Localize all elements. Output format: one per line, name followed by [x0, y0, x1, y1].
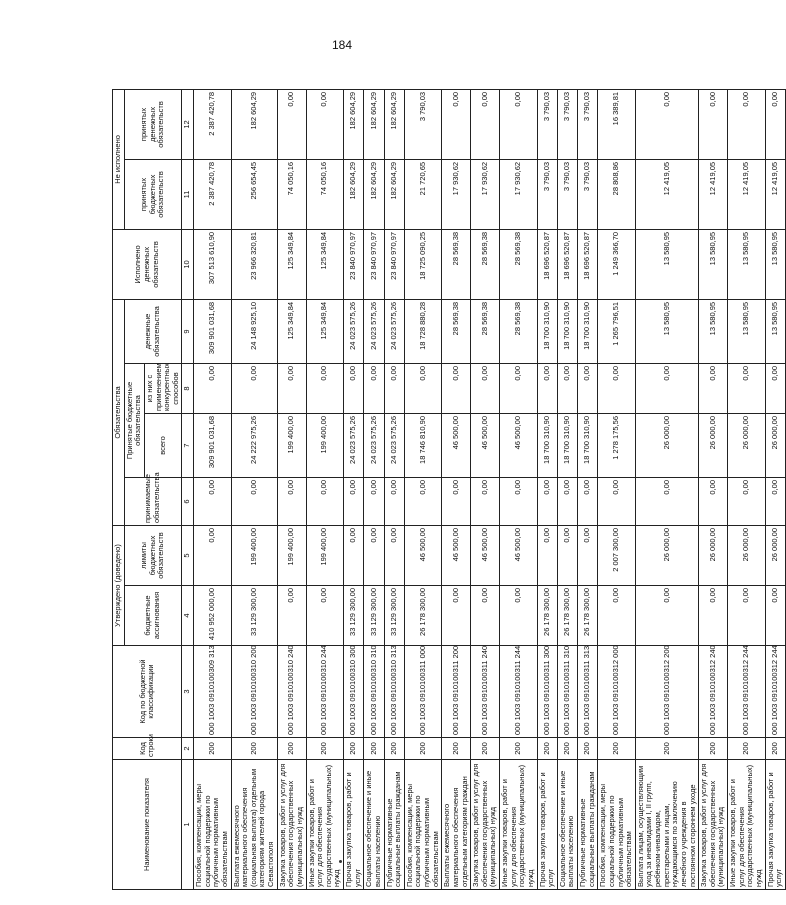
row-limits: 199 400,00: [306, 526, 344, 586]
row-budget-assign: 33 129 300,00: [364, 586, 384, 646]
row-monetary: 1 265 796,51: [598, 299, 636, 363]
col-index: 10: [182, 229, 194, 299]
row-kbk: 000 1003 0910100310 240: [277, 646, 306, 738]
row-budget-assign: 0,00: [635, 586, 698, 646]
row-not-exec-budget: 2 387 420,78: [194, 159, 232, 229]
row-accepted-total: 26 000,00: [765, 414, 785, 478]
row-executed: 1 249 366,70: [598, 229, 636, 299]
row-not-exec-budget: 28 808,86: [598, 159, 636, 229]
row-competitive: 0,00: [557, 364, 577, 414]
header-not-exec-budget: принятых бюджетных обязательств: [124, 159, 182, 229]
row-limits: 46 500,00: [500, 526, 538, 586]
row-competitive: 0,00: [500, 364, 538, 414]
row-not-exec-monetary: 16 389,81: [598, 89, 636, 159]
row-accepted-total: 46 500,00: [471, 414, 500, 478]
row-accepted-obl: 0,00: [231, 478, 277, 526]
row-budget-assign: 0,00: [765, 586, 785, 646]
col-index: 3: [182, 646, 194, 738]
header-approved: Утверждено (доведено): [113, 526, 125, 646]
row-executed: 307 513 610,90: [194, 229, 232, 299]
row-code: 200: [306, 738, 344, 760]
row-not-exec-monetary: 182 604,29: [384, 89, 404, 159]
row-code: 200: [442, 738, 471, 760]
row-kbk: 000 1003 0910100311 244: [500, 646, 538, 738]
row-kbk: 000 1003 0910100310 313: [384, 646, 404, 738]
row-limits: 2 007 300,00: [598, 526, 636, 586]
row-limits: 0,00: [557, 526, 577, 586]
row-kbk: 000 1003 0910100311 300: [537, 646, 557, 738]
row-monetary: 13 580,95: [765, 299, 785, 363]
row-code: 200: [699, 738, 728, 760]
row-monetary: 125 349,84: [277, 299, 306, 363]
row-accepted-obl: 0,00: [500, 478, 538, 526]
row-accepted-obl: 0,00: [277, 478, 306, 526]
row-monetary: 24 023 575,26: [364, 299, 384, 363]
row-kbk: 000 1003 0910100312 244: [728, 646, 766, 738]
row-executed: 18 725 090,25: [404, 229, 442, 299]
row-limits: 46 500,00: [404, 526, 442, 586]
row-name: Выплата ежемесячного материального обеспечения (социальная выплата) отдельным категориям жителей города Севастополя: [231, 760, 277, 890]
row-accepted-obl: 0,00: [635, 478, 698, 526]
row-name: Закупка товаров, работ и услуг для обеспечения государственных (муниципальных) нужд: [277, 760, 306, 890]
row-code: 200: [500, 738, 538, 760]
row-competitive: 0,00: [277, 364, 306, 414]
header-name: Наименование показателя: [113, 760, 182, 890]
table-row: [500, 89, 538, 889]
row-limits: 46 500,00: [471, 526, 500, 586]
row-executed: 23 840 970,97: [384, 229, 404, 299]
table-header: [113, 89, 194, 889]
row-monetary: 28 569,38: [471, 299, 500, 363]
row-name: Пособия, компенсации, меры социальной поддержки по публичным нормативным обязательствам: [194, 760, 232, 890]
row-budget-assign: 0,00: [277, 586, 306, 646]
row-kbk: 000 1003 0910100311 313: [578, 646, 598, 738]
row-accepted-obl: 0,00: [537, 478, 557, 526]
row-competitive: 0,00: [384, 364, 404, 414]
page-mark: [339, 860, 342, 863]
row-monetary: 28 569,38: [500, 299, 538, 363]
row-kbk: 000 1003 0910100311 200: [442, 646, 471, 738]
row-limits: 26 000,00: [765, 526, 785, 586]
row-competitive: 0,00: [344, 364, 364, 414]
row-monetary: 18 700 310,90: [578, 299, 598, 363]
row-competitive: 0,00: [765, 364, 785, 414]
row-accepted-total: 24 023 575,26: [384, 414, 404, 478]
table-row: [277, 89, 306, 889]
row-monetary: 309 901 031,68: [194, 299, 232, 363]
table-row: [728, 89, 766, 889]
row-name: Прочая закупка товаров, работ и услуг: [537, 760, 557, 890]
row-competitive: 0,00: [728, 364, 766, 414]
row-not-exec-monetary: 0,00: [728, 89, 766, 159]
row-code: 200: [384, 738, 404, 760]
header-accepted-budget-obl: Принятые бюджетные обязательства: [124, 364, 144, 478]
row-code: 200: [194, 738, 232, 760]
row-kbk: 000 1003 0910100310 200: [231, 646, 277, 738]
col-index: 9: [182, 299, 194, 363]
row-accepted-total: 24 222 975,26: [231, 414, 277, 478]
col-index: 8: [182, 364, 194, 414]
row-accepted-total: 199 400,00: [306, 414, 344, 478]
row-name: Прочая закупка товаров, работ и услуг: [765, 760, 785, 890]
header-monetary: денежные обязательства: [124, 299, 182, 363]
row-accepted-obl: 0,00: [404, 478, 442, 526]
row-accepted-obl: 0,00: [442, 478, 471, 526]
row-name: Прочая закупка товаров, работ и услуг: [344, 760, 364, 890]
row-kbk: 000 1003 0910100310 300: [344, 646, 364, 738]
row-budget-assign: 26 178 300,00: [578, 586, 598, 646]
col-index: 7: [182, 414, 194, 478]
row-executed: 13 580,95: [699, 229, 728, 299]
row-accepted-total: 46 500,00: [442, 414, 471, 478]
row-not-exec-monetary: 0,00: [635, 89, 698, 159]
row-not-exec-budget: 256 654,45: [231, 159, 277, 229]
table-row: [306, 89, 344, 889]
row-name: Социальное обеспечение и иные выплаты населению: [364, 760, 384, 890]
row-competitive: 0,00: [635, 364, 698, 414]
row-monetary: 13 580,95: [635, 299, 698, 363]
row-name: Иные закупки товаров, работ и услуг для обеспечения государственных (муниципальных) нужд: [728, 760, 766, 890]
table-row: [194, 89, 232, 889]
table-row: [537, 89, 557, 889]
row-name: Социальное обеспечение и иные выплаты населению: [557, 760, 577, 890]
row-executed: 28 569,38: [442, 229, 471, 299]
row-accepted-total: 18 746 810,90: [404, 414, 442, 478]
row-not-exec-monetary: 0,00: [500, 89, 538, 159]
row-not-exec-budget: 17 930,62: [442, 159, 471, 229]
row-budget-assign: 0,00: [699, 586, 728, 646]
row-kbk: 000 1003 0910100311 310: [557, 646, 577, 738]
row-budget-assign: 0,00: [442, 586, 471, 646]
row-not-exec-budget: 182 604,29: [384, 159, 404, 229]
row-not-exec-monetary: 0,00: [306, 89, 344, 159]
row-budget-assign: 26 178 300,00: [537, 586, 557, 646]
row-not-exec-budget: 12 419,05: [728, 159, 766, 229]
row-monetary: 13 580,95: [728, 299, 766, 363]
row-name: Закупка товаров, работ и услуг для обеспечения государственных (муниципальных) нужд: [699, 760, 728, 890]
row-not-exec-budget: 12 419,05: [699, 159, 728, 229]
row-code: 200: [728, 738, 766, 760]
row-accepted-obl: 0,00: [364, 478, 384, 526]
header-limits: лимиты бюджетных обязательств: [124, 526, 182, 586]
row-executed: 13 580,95: [635, 229, 698, 299]
row-limits: 0,00: [384, 526, 404, 586]
row-limits: 199 400,00: [277, 526, 306, 586]
row-code: 200: [598, 738, 636, 760]
header-total: всего: [144, 414, 182, 478]
row-budget-assign: 33 129 300,00: [384, 586, 404, 646]
row-not-exec-budget: 12 419,05: [635, 159, 698, 229]
row-accepted-total: 1 278 175,56: [598, 414, 636, 478]
table-row: [699, 89, 728, 889]
header-code-budget: Код по бюджетной классификации: [113, 646, 182, 738]
row-monetary: 13 580,95: [699, 299, 728, 363]
row-executed: 18 696 520,87: [578, 229, 598, 299]
col-index: 6: [182, 478, 194, 526]
row-kbk: 000 1003 0910100310 244: [306, 646, 344, 738]
table-row: [578, 89, 598, 889]
row-limits: 26 000,00: [699, 526, 728, 586]
row-budget-assign: 33 129 300,00: [344, 586, 364, 646]
header-not-executed: Не исполнено: [113, 89, 125, 229]
row-executed: 125 349,84: [277, 229, 306, 299]
row-not-exec-monetary: 0,00: [765, 89, 785, 159]
row-executed: 23 966 320,81: [231, 229, 277, 299]
row-competitive: 0,00: [442, 364, 471, 414]
row-executed: 28 569,38: [471, 229, 500, 299]
row-budget-assign: 26 178 300,00: [557, 586, 577, 646]
row-executed: 13 580,95: [728, 229, 766, 299]
row-accepted-total: 46 500,00: [500, 414, 538, 478]
row-monetary: 24 148 925,10: [231, 299, 277, 363]
row-budget-assign: 0,00: [306, 586, 344, 646]
row-not-exec-budget: 182 604,29: [364, 159, 384, 229]
row-accepted-total: 18 700 310,90: [578, 414, 598, 478]
row-competitive: 0,00: [231, 364, 277, 414]
table-row: [364, 89, 384, 889]
rotated-table-wrapper: [112, 90, 784, 890]
row-accepted-obl: 0,00: [306, 478, 344, 526]
row-budget-assign: 0,00: [598, 586, 636, 646]
table-row: [557, 89, 577, 889]
row-budget-assign: 0,00: [471, 586, 500, 646]
row-monetary: 18 700 310,90: [537, 299, 557, 363]
row-accepted-total: 26 000,00: [635, 414, 698, 478]
row-code: 200: [578, 738, 598, 760]
table-row: [404, 89, 442, 889]
row-kbk: 000 1003 0910100312 244: [765, 646, 785, 738]
row-accepted-obl: 0,00: [384, 478, 404, 526]
row-not-exec-monetary: 182 604,29: [364, 89, 384, 159]
row-not-exec-monetary: 3 790,03: [404, 89, 442, 159]
row-accepted-obl: 0,00: [471, 478, 500, 526]
row-not-exec-monetary: 0,00: [442, 89, 471, 159]
row-executed: 18 696 520,87: [557, 229, 577, 299]
col-index: 12: [182, 89, 194, 159]
row-monetary: 24 023 575,26: [344, 299, 364, 363]
row-code: 200: [344, 738, 364, 760]
row-not-exec-monetary: 182 604,29: [231, 89, 277, 159]
row-accepted-total: 24 023 575,26: [344, 414, 364, 478]
col-index: 11: [182, 159, 194, 229]
table-body: [194, 89, 786, 889]
budget-report-table: [112, 89, 786, 890]
table-row: [442, 89, 471, 889]
row-competitive: 0,00: [578, 364, 598, 414]
row-name: Публичные нормативные социальные выплаты гражданам: [384, 760, 404, 890]
row-kbk: 000 1003 0910100310 310: [364, 646, 384, 738]
row-not-exec-monetary: 182 604,29: [344, 89, 364, 159]
row-accepted-obl: 0,00: [699, 478, 728, 526]
row-competitive: 0,00: [537, 364, 557, 414]
row-accepted-obl: 0,00: [578, 478, 598, 526]
table-row: [231, 89, 277, 889]
row-name: Публичные нормативные социальные выплаты гражданам: [578, 760, 598, 890]
row-name: Выплата лицам, осуществляющим уход за инвалидами I, II групп, ребёнком-инвалидом, престарелыми и лицам, нуждающимся по заключению лечебного учреждения в постоянном стороннем уходе: [635, 760, 698, 890]
row-competitive: 0,00: [364, 364, 384, 414]
col-index: 5: [182, 526, 194, 586]
header-obligations: Обязательства: [113, 299, 125, 525]
row-accepted-obl: 0,00: [557, 478, 577, 526]
row-accepted-obl: 0,00: [728, 478, 766, 526]
row-not-exec-budget: 182 604,29: [344, 159, 364, 229]
row-limits: 46 500,00: [442, 526, 471, 586]
row-monetary: 18 700 310,90: [557, 299, 577, 363]
col-index: 1: [182, 760, 194, 890]
row-not-exec-budget: 3 790,03: [578, 159, 598, 229]
row-monetary: 24 023 575,26: [384, 299, 404, 363]
row-limits: 0,00: [194, 526, 232, 586]
row-kbk: 000 1003 0910100312 240: [699, 646, 728, 738]
row-not-exec-monetary: 0,00: [699, 89, 728, 159]
row-name: Пособия, компенсации, меры социальной поддержки по публичным нормативным обязательствам: [598, 760, 636, 890]
row-kbk: 000 1003 0910100309 313: [194, 646, 232, 738]
row-not-exec-monetary: 0,00: [471, 89, 500, 159]
row-kbk: 000 1003 0910100312 000: [598, 646, 636, 738]
row-executed: 23 840 970,97: [364, 229, 384, 299]
row-not-exec-budget: 12 419,05: [765, 159, 785, 229]
row-not-exec-monetary: 3 790,03: [578, 89, 598, 159]
row-accepted-total: 199 400,00: [277, 414, 306, 478]
row-budget-assign: 410 952 000,00: [194, 586, 232, 646]
row-not-exec-budget: 3 790,03: [557, 159, 577, 229]
row-monetary: 28 569,38: [442, 299, 471, 363]
row-limits: 0,00: [364, 526, 384, 586]
row-accepted-obl: 0,00: [765, 478, 785, 526]
header-budget-assign: бюджетные ассигнования: [124, 586, 182, 646]
row-name: Пособия, компенсации, меры социальной поддержки по публичным нормативным обязательствам: [404, 760, 442, 890]
row-competitive: 0,00: [404, 364, 442, 414]
row-name: Выплаты ежемесячного материального обеспечения отдельным категориям граждан: [442, 760, 471, 890]
row-accepted-obl: 0,00: [598, 478, 636, 526]
table-row: [635, 89, 698, 889]
row-not-exec-budget: 3 790,03: [537, 159, 557, 229]
row-name: Иные закупки товаров, работ и услуг для обеспечения государственных (муниципальных) нужд: [306, 760, 344, 890]
row-budget-assign: 33 129 300,00: [231, 586, 277, 646]
row-competitive: 0,00: [306, 364, 344, 414]
header-not-exec-monetary: принятых денежных обязательств: [124, 89, 182, 159]
row-accepted-total: 24 023 575,26: [364, 414, 384, 478]
row-limits: 199 400,00: [231, 526, 277, 586]
header-competitive: из них с применением конкурентных способов: [144, 364, 182, 414]
row-not-exec-budget: 74 050,16: [277, 159, 306, 229]
row-executed: 13 580,95: [765, 229, 785, 299]
row-limits: 26 000,00: [728, 526, 766, 586]
row-code: 200: [277, 738, 306, 760]
row-accepted-total: 26 000,00: [699, 414, 728, 478]
row-accepted-total: 18 700 310,90: [557, 414, 577, 478]
row-competitive: 0,00: [471, 364, 500, 414]
row-executed: 23 840 970,97: [344, 229, 364, 299]
row-executed: 18 696 520,87: [537, 229, 557, 299]
row-code: 200: [557, 738, 577, 760]
row-not-exec-monetary: 2 387 420,78: [194, 89, 232, 159]
row-code: 200: [404, 738, 442, 760]
row-accepted-obl: 0,00: [344, 478, 364, 526]
row-kbk: 000 1003 0910100311 240: [471, 646, 500, 738]
row-name: Закупка товаров, работ и услуг для обеспечения государственных (муниципальных) нужд: [471, 760, 500, 890]
header-accepted-obl: принимаемые обязательства: [124, 478, 182, 526]
row-limits: 0,00: [344, 526, 364, 586]
row-kbk: 000 1003 0910100311 000: [404, 646, 442, 738]
row-accepted-obl: 0,00: [194, 478, 232, 526]
row-competitive: 0,00: [598, 364, 636, 414]
table-stage: [112, 90, 784, 890]
row-not-exec-monetary: 3 790,03: [537, 89, 557, 159]
row-code: 200: [471, 738, 500, 760]
row-limits: 26 000,00: [635, 526, 698, 586]
row-budget-assign: 0,00: [728, 586, 766, 646]
row-not-exec-budget: 21 720,65: [404, 159, 442, 229]
row-code: 200: [635, 738, 698, 760]
row-not-exec-budget: 17 930,62: [471, 159, 500, 229]
table-row: [344, 89, 364, 889]
row-code: 200: [765, 738, 785, 760]
row-accepted-total: 26 000,00: [728, 414, 766, 478]
row-accepted-total: 309 901 031,68: [194, 414, 232, 478]
row-budget-assign: 26 178 300,00: [404, 586, 442, 646]
header-executed: Исполнено денежных обязательств: [113, 229, 182, 299]
row-name: Иные закупки товаров, работ и услуг для обеспечения государственных (муниципальных) нужд: [500, 760, 538, 890]
row-competitive: 0,00: [194, 364, 232, 414]
row-executed: 28 569,38: [500, 229, 538, 299]
row-accepted-total: 18 700 310,90: [537, 414, 557, 478]
table-row: [471, 89, 500, 889]
row-code: 200: [537, 738, 557, 760]
row-limits: 0,00: [537, 526, 557, 586]
row-monetary: 18 728 880,28: [404, 299, 442, 363]
row-monetary: 125 349,84: [306, 299, 344, 363]
table-row: [765, 89, 785, 889]
column-index-row: [182, 89, 194, 889]
row-not-exec-budget: 74 050,16: [306, 159, 344, 229]
row-not-exec-budget: 17 930,62: [500, 159, 538, 229]
row-not-exec-monetary: 0,00: [277, 89, 306, 159]
col-index: 2: [182, 738, 194, 760]
col-index: 4: [182, 586, 194, 646]
page-number: 184: [332, 38, 353, 52]
table-row: [598, 89, 636, 889]
row-budget-assign: 0,00: [500, 586, 538, 646]
header-code-row: Код строки: [113, 738, 182, 760]
row-not-exec-monetary: 3 790,03: [557, 89, 577, 159]
table-row: [384, 89, 404, 889]
row-code: 200: [231, 738, 277, 760]
row-competitive: 0,00: [699, 364, 728, 414]
row-limits: 0,00: [578, 526, 598, 586]
row-code: 200: [364, 738, 384, 760]
row-kbk: 000 1003 0910100312 200: [635, 646, 698, 738]
row-executed: 125 349,84: [306, 229, 344, 299]
